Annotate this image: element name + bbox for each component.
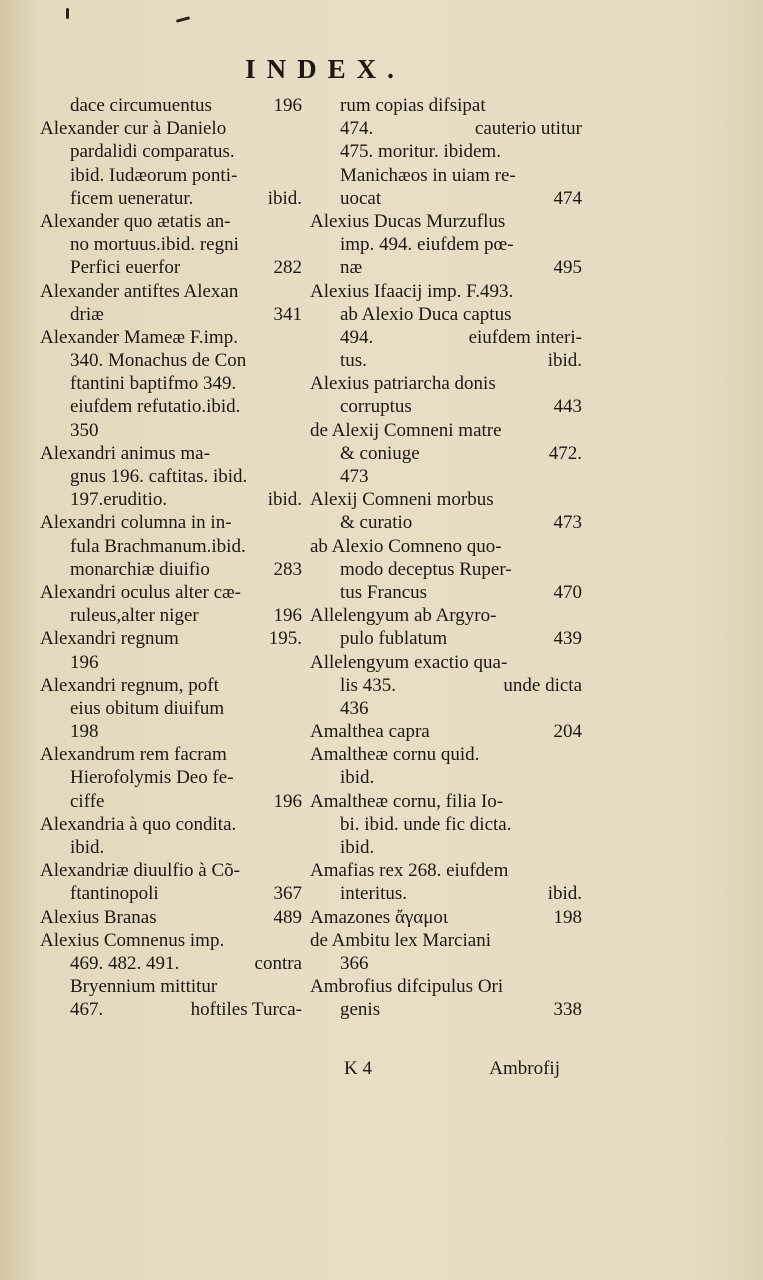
entry-page-ref <box>576 210 582 233</box>
index-entry-line <box>310 952 582 975</box>
index-entry-line <box>310 558 582 581</box>
index-entry-line <box>310 140 582 163</box>
index-entry-line <box>40 117 302 140</box>
entry-page-ref <box>296 511 302 534</box>
index-entry-line <box>310 233 582 256</box>
index-entry-line <box>310 975 582 998</box>
entry-page-ref: contra <box>254 952 302 974</box>
entry-page-ref <box>576 233 582 256</box>
entry-page-ref <box>296 813 302 836</box>
index-entry-line <box>40 720 302 743</box>
entry-page-ref <box>296 164 302 187</box>
entry-page-ref <box>296 720 302 743</box>
entry-page-ref <box>576 140 582 163</box>
index-entry-line <box>40 766 302 789</box>
entry-text: Alexius Ducas Murzuflus <box>310 210 506 232</box>
index-entry-line <box>310 280 582 303</box>
index-entry-line <box>40 581 302 604</box>
entry-page-ref <box>296 975 302 998</box>
entry-text: Hierofolymis Deo fe- <box>70 767 234 789</box>
index-entry-line <box>310 720 582 743</box>
entry-text: Alexandrum rem facram <box>40 744 227 766</box>
entry-text: 474. <box>340 118 374 140</box>
index-entry-line <box>310 743 582 766</box>
entry-text: Alexius patriarcha donis <box>310 373 496 395</box>
entry-text: eiufdem refutatio.ibid. <box>70 396 241 418</box>
entry-page-ref <box>576 651 582 674</box>
entry-page-ref <box>296 859 302 882</box>
index-entry-line <box>40 604 302 627</box>
index-entry-line <box>310 581 582 604</box>
index-entry-line <box>40 349 302 372</box>
entry-page-ref <box>576 558 582 581</box>
entry-page-ref: ibid. <box>547 350 582 372</box>
entry-page-ref <box>576 419 582 442</box>
entry-page-ref <box>296 349 302 372</box>
index-entry-line <box>310 998 582 1021</box>
entry-text: Allelengyum exactio qua- <box>310 651 508 673</box>
entry-text: Alexander antiftes Alexan <box>40 280 239 302</box>
index-entry-line <box>310 488 582 511</box>
entry-page-ref: ibid. <box>547 883 582 905</box>
index-entry-line <box>40 743 302 766</box>
index-entry-line <box>310 535 582 558</box>
index-entry-line <box>40 790 302 813</box>
index-entry-line <box>310 372 582 395</box>
entry-text: tus Francus <box>340 581 428 603</box>
entry-text: ibid. <box>340 837 375 858</box>
entry-page-ref: 472. <box>548 442 582 464</box>
entry-page-ref <box>296 395 302 418</box>
entry-page-ref <box>296 743 302 766</box>
entry-text: Allelengyum ab Argyro- <box>310 605 497 627</box>
entry-text: ibid. <box>340 767 375 789</box>
index-entry-line <box>310 465 582 488</box>
entry-page-ref <box>576 465 582 488</box>
entry-page-ref <box>296 766 302 789</box>
ink-speck <box>176 16 190 23</box>
entry-text: de Alexij Comneni matre <box>310 419 502 441</box>
entry-text: 494. <box>340 326 374 348</box>
entry-page-ref <box>296 535 302 558</box>
entry-text: ab Alexio Duca captus <box>340 303 512 325</box>
index-entry-line <box>40 419 302 442</box>
index-entry-line <box>40 395 302 418</box>
entry-page-ref <box>576 836 582 859</box>
entry-text: Alexander Mameæ F.imp. <box>40 326 238 348</box>
entry-page-ref: eiufdem interi- <box>468 326 582 348</box>
entry-text: genis <box>340 999 381 1021</box>
ink-speck <box>66 8 69 19</box>
index-entry-line <box>310 627 582 650</box>
index-entry-line <box>310 651 582 674</box>
index-entry-line <box>40 187 302 210</box>
entry-page-ref <box>576 372 582 395</box>
index-column-right <box>310 94 582 1022</box>
index-entry-line <box>310 859 582 882</box>
entry-page-ref <box>576 975 582 998</box>
entry-page-ref <box>296 697 302 720</box>
entry-page-ref <box>296 419 302 442</box>
index-entry-line <box>40 303 302 326</box>
index-entry-line <box>310 766 582 789</box>
index-entry-line <box>40 442 302 465</box>
entry-text: eius obitum diuifum <box>70 697 225 719</box>
entry-page-ref <box>576 952 582 975</box>
entry-page-ref <box>576 604 582 627</box>
entry-text: ab Alexio Comneno quo- <box>310 535 502 557</box>
entry-page-ref <box>576 813 582 836</box>
index-entry-line <box>40 674 302 697</box>
entry-page-ref: 195. <box>268 628 302 650</box>
entry-text: 196 <box>70 651 99 673</box>
index-entry-line <box>310 303 582 326</box>
entry-page-ref: 196 <box>273 605 302 627</box>
entry-page-ref <box>296 117 302 140</box>
entry-page-ref <box>576 164 582 187</box>
entry-text: tus. <box>340 350 367 372</box>
entry-text: imp. 494. eiufdem pœ- <box>340 234 514 256</box>
entry-text: Alexander cur à Danielo <box>40 118 227 140</box>
entry-text: Alexandri columna in in- <box>40 512 232 534</box>
entry-text: 197.eruditio. <box>70 489 168 511</box>
index-entry-line <box>40 465 302 488</box>
entry-page-ref <box>296 442 302 465</box>
index-entry-line <box>310 697 582 720</box>
entry-text: Alexandri regnum <box>40 628 179 650</box>
entry-page-ref <box>576 697 582 720</box>
entry-text: Bryennium mittitur <box>70 976 218 998</box>
index-entry-line <box>310 117 582 140</box>
entry-page-ref: 473 <box>553 512 582 534</box>
entry-page-ref: 196 <box>273 95 302 116</box>
entry-text: Ambrofius difcipulus Ori <box>310 976 504 998</box>
index-entry-line <box>40 488 302 511</box>
index-entry-line <box>310 511 582 534</box>
entry-text: 475. moritur. ibidem. <box>340 141 501 163</box>
index-entry-line <box>40 210 302 233</box>
entry-text: de Ambitu lex Marciani <box>310 929 491 951</box>
entry-text: & coniuge <box>340 442 420 464</box>
entry-page-ref: hoftiles Turca- <box>190 999 302 1021</box>
entry-text: Amafias rex 268. eiufdem <box>310 860 509 882</box>
index-entry-line <box>310 674 582 697</box>
entry-text: ciffe <box>70 790 105 812</box>
index-entry-line <box>310 326 582 349</box>
entry-text: 350 <box>70 419 99 441</box>
entry-text: ibid. Iudæorum ponti- <box>70 164 238 186</box>
index-entry-line <box>40 929 302 952</box>
index-entry-line <box>40 651 302 674</box>
signature-mark: K 4 <box>344 1058 372 1079</box>
entry-page-ref: 439 <box>553 628 582 650</box>
entry-page-ref <box>296 326 302 349</box>
entry-page-ref <box>576 743 582 766</box>
entry-page-ref: 443 <box>553 396 582 418</box>
entry-page-ref <box>296 372 302 395</box>
index-entry-line <box>310 187 582 210</box>
catchword: Ambrofij <box>489 1058 560 1079</box>
entry-text: Perfici euerfor <box>70 257 181 279</box>
index-entry-line <box>310 94 582 117</box>
index-entry-line <box>40 511 302 534</box>
index-entry-line <box>310 210 582 233</box>
index-entry-line <box>310 395 582 418</box>
entry-text: Amalthea capra <box>310 721 430 743</box>
index-entry-line <box>310 882 582 905</box>
entry-page-ref: 367 <box>273 883 302 905</box>
index-entry-line <box>40 998 302 1021</box>
entry-page-ref <box>576 859 582 882</box>
entry-text: lis 435. <box>340 674 396 696</box>
index-entry-line <box>310 906 582 929</box>
entry-text: uocat <box>340 187 382 209</box>
entry-text: ruleus,alter niger <box>70 605 199 627</box>
entry-page-ref: 474 <box>553 187 582 209</box>
entry-text: 198 <box>70 721 99 743</box>
entry-page-ref <box>576 766 582 789</box>
entry-text: 467. <box>70 999 104 1021</box>
entry-text: gnus 196. caftitas. ibid. <box>70 466 248 487</box>
entry-page-ref: 470 <box>553 581 582 603</box>
entry-page-ref <box>296 581 302 604</box>
index-entry-line <box>40 882 302 905</box>
page-header-title: INDEX. <box>245 54 405 84</box>
entry-page-ref: 495 <box>553 257 582 279</box>
entry-text: næ <box>340 257 363 279</box>
entry-text: no mortuus.ibid. regni <box>70 234 239 256</box>
entry-text: fula Brachmanum.ibid. <box>70 535 246 557</box>
entry-page-ref: 204 <box>553 721 582 743</box>
entry-text: & curatio <box>340 512 413 534</box>
entry-text: Alexij Comneni morbus <box>310 489 494 511</box>
entry-text: Alexandria à quo condita. <box>40 813 237 835</box>
index-entry-line <box>40 140 302 163</box>
entry-text: modo deceptus Ruper- <box>340 558 512 580</box>
entry-page-ref <box>296 929 302 952</box>
entry-text: Alexandri animus ma- <box>40 442 210 464</box>
entry-page-ref <box>576 790 582 813</box>
entry-page-ref: 338 <box>553 999 582 1021</box>
page-footer <box>340 1058 560 1080</box>
entry-text: corruptus <box>340 396 412 418</box>
entry-page-ref: ibid. <box>267 187 302 209</box>
entry-page-ref <box>296 210 302 233</box>
entry-page-ref <box>296 651 302 674</box>
index-entry-line <box>40 326 302 349</box>
index-entry-line <box>310 256 582 279</box>
entry-text: Alexius Branas <box>40 906 157 928</box>
index-entry-line <box>40 813 302 836</box>
entry-page-ref: 489 <box>273 906 302 928</box>
index-entry-line <box>40 372 302 395</box>
index-entry-line <box>40 280 302 303</box>
index-entry-line <box>40 233 302 256</box>
entry-text: ibid. <box>70 837 105 858</box>
entry-page-ref <box>576 535 582 558</box>
entry-page-ref <box>296 465 302 488</box>
index-entry-line <box>40 906 302 929</box>
entry-page-ref <box>576 929 582 952</box>
entry-page-ref: ibid. <box>267 489 302 511</box>
entry-text: 473 <box>340 466 369 487</box>
entry-text: Amaltheæ cornu, filia Io- <box>310 790 504 812</box>
index-entry-line <box>40 535 302 558</box>
entry-text: rum copias difsipat <box>340 95 486 116</box>
index-column-left <box>40 94 302 1022</box>
index-entry-line <box>40 558 302 581</box>
entry-text: 366 <box>340 952 369 974</box>
entry-text: 469. 482. 491. <box>70 952 180 974</box>
index-entry-line <box>40 256 302 279</box>
entry-text: Manichæos in uiam re- <box>340 164 516 186</box>
entry-text: Alexius Ifaacij imp. F.493. <box>310 280 514 302</box>
entry-page-ref <box>576 303 582 326</box>
index-entry-line <box>310 442 582 465</box>
entry-text: Alexius Comnenus imp. <box>40 929 225 951</box>
entry-page-ref: cauterio utitur <box>474 118 582 140</box>
entry-text: Amazones ἄγαμοι <box>310 906 449 928</box>
entry-page-ref <box>296 233 302 256</box>
entry-text: Alexandri regnum, poft <box>40 674 219 696</box>
entry-page-ref: 282 <box>273 257 302 279</box>
entry-text: dace circumuentus <box>70 95 212 116</box>
index-entry-line <box>310 790 582 813</box>
entry-text: ftantinopoli <box>70 883 159 905</box>
entry-text: ftantini baptifmo 349. <box>70 373 237 395</box>
entry-page-ref: 198 <box>553 906 582 928</box>
entry-text: ficem ueneratur. <box>70 187 194 209</box>
index-entry-line <box>310 164 582 187</box>
index-entry-line <box>40 975 302 998</box>
entry-page-ref <box>296 280 302 303</box>
entry-text: 340. Monachus de Con <box>70 350 247 372</box>
index-entry-line <box>310 604 582 627</box>
index-entry-line <box>40 836 302 859</box>
index-entry-line <box>40 164 302 187</box>
entry-text: 436 <box>340 697 369 719</box>
entry-text: Alexander quo ætatis an- <box>40 210 231 232</box>
entry-text: driæ <box>70 303 104 325</box>
entry-text: interitus. <box>340 883 408 905</box>
index-entry-line <box>310 813 582 836</box>
index-entry-line <box>40 859 302 882</box>
index-entry-line <box>310 836 582 859</box>
index-entry-line <box>40 697 302 720</box>
entry-text: Alexandriæ diuulfio à Cõ- <box>40 860 240 882</box>
entry-text: Alexandri oculus alter cæ- <box>40 581 242 603</box>
index-entry-line <box>310 929 582 952</box>
entry-page-ref <box>296 674 302 697</box>
entry-page-ref <box>576 488 582 511</box>
index-entry-line <box>310 349 582 372</box>
index-entry-line <box>40 627 302 650</box>
index-entry-line <box>40 952 302 975</box>
entry-text: bi. ibid. unde fic dicta. <box>340 813 512 835</box>
entry-page-ref <box>576 280 582 303</box>
entry-page-ref <box>296 140 302 163</box>
entry-page-ref <box>576 94 582 117</box>
entry-page-ref: 283 <box>273 558 302 580</box>
index-entry-line <box>40 94 302 117</box>
entry-page-ref: unde dicta <box>503 674 582 696</box>
entry-page-ref <box>296 836 302 859</box>
entry-text: Amaltheæ cornu quid. <box>310 744 480 766</box>
entry-page-ref: 341 <box>273 303 302 325</box>
entry-text: pulo fublatum <box>340 628 448 650</box>
entry-text: monarchiæ diuifio <box>70 558 210 580</box>
entry-text: pardalidi comparatus. <box>70 141 235 163</box>
index-entry-line <box>310 419 582 442</box>
entry-page-ref: 196 <box>273 790 302 812</box>
